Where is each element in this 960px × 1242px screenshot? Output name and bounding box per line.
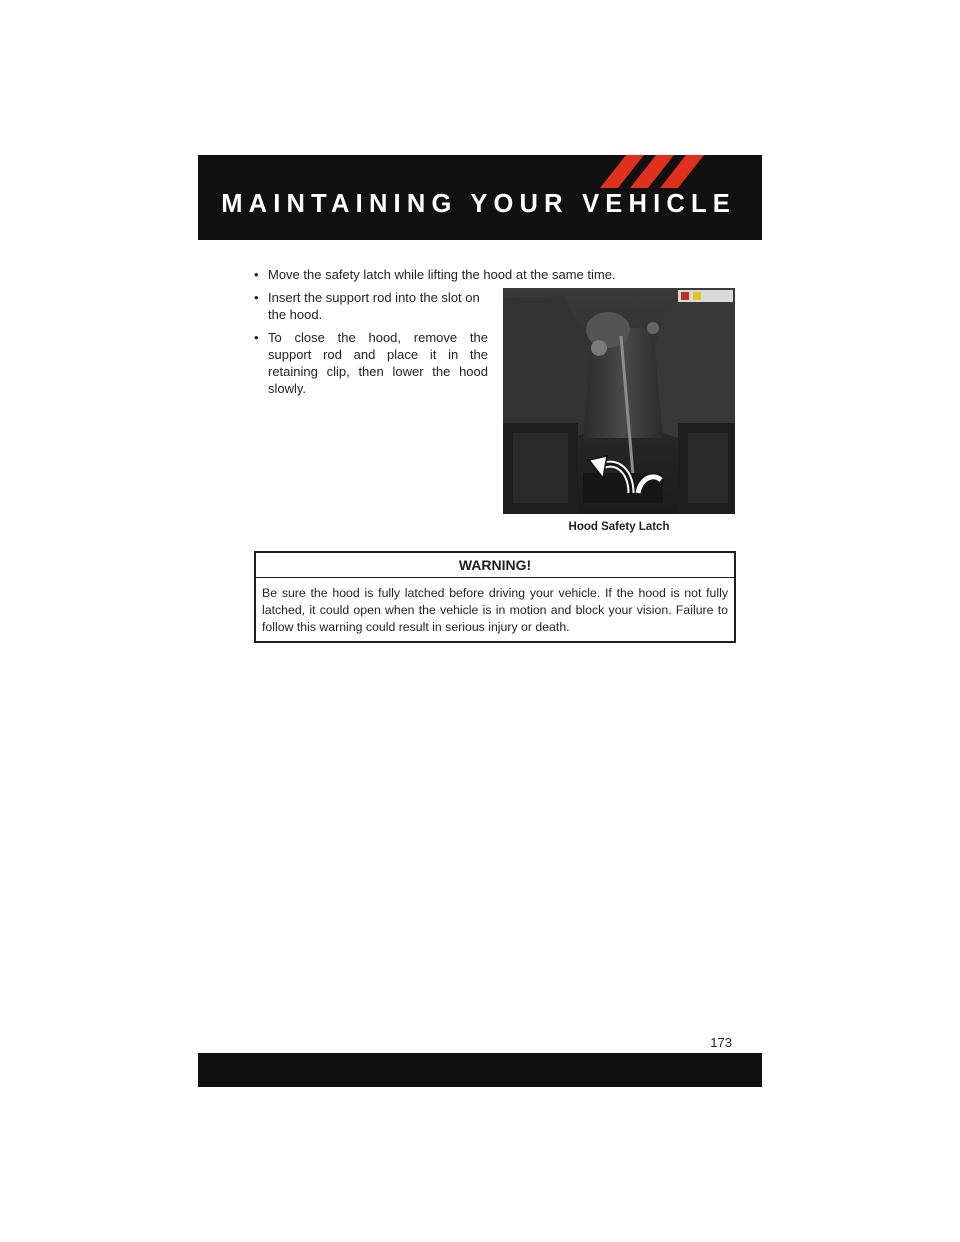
footer-bar — [198, 1053, 762, 1087]
bullet-marker: • — [254, 290, 259, 305]
warning-text: Be sure the hood is fully latched before driving your vehicle. If the hood is not fully latched, it could open when the vehicle is in motion and block your vision. Failure to follow this warning could result in serious injury or death. — [262, 586, 728, 634]
section-title: MAINTAINING YOUR VEHICLE — [221, 190, 736, 218]
figure-caption: Hood Safety Latch — [568, 521, 670, 533]
section-header-bar — [198, 155, 762, 240]
instruction-item — [254, 266, 648, 283]
warning-box — [254, 551, 736, 643]
instruction-text: To close the hood, remove the support rod and place it in the retaining clip, then lower the hood slowly. — [268, 330, 488, 396]
engine-bay-illustration — [503, 288, 735, 514]
instruction-item — [254, 289, 488, 323]
warning-title: WARNING! — [256, 553, 734, 578]
bullet-marker: • — [254, 330, 259, 345]
hood-safety-latch-photo — [503, 288, 735, 514]
instruction-item — [254, 329, 488, 397]
bullet-marker: • — [254, 267, 259, 282]
instruction-text: Insert the support rod into the slot on the hood. — [268, 290, 480, 322]
page-number: 173 — [710, 1035, 732, 1050]
instruction-text: Move the safety latch while lifting the hood at the same time. — [268, 267, 616, 282]
